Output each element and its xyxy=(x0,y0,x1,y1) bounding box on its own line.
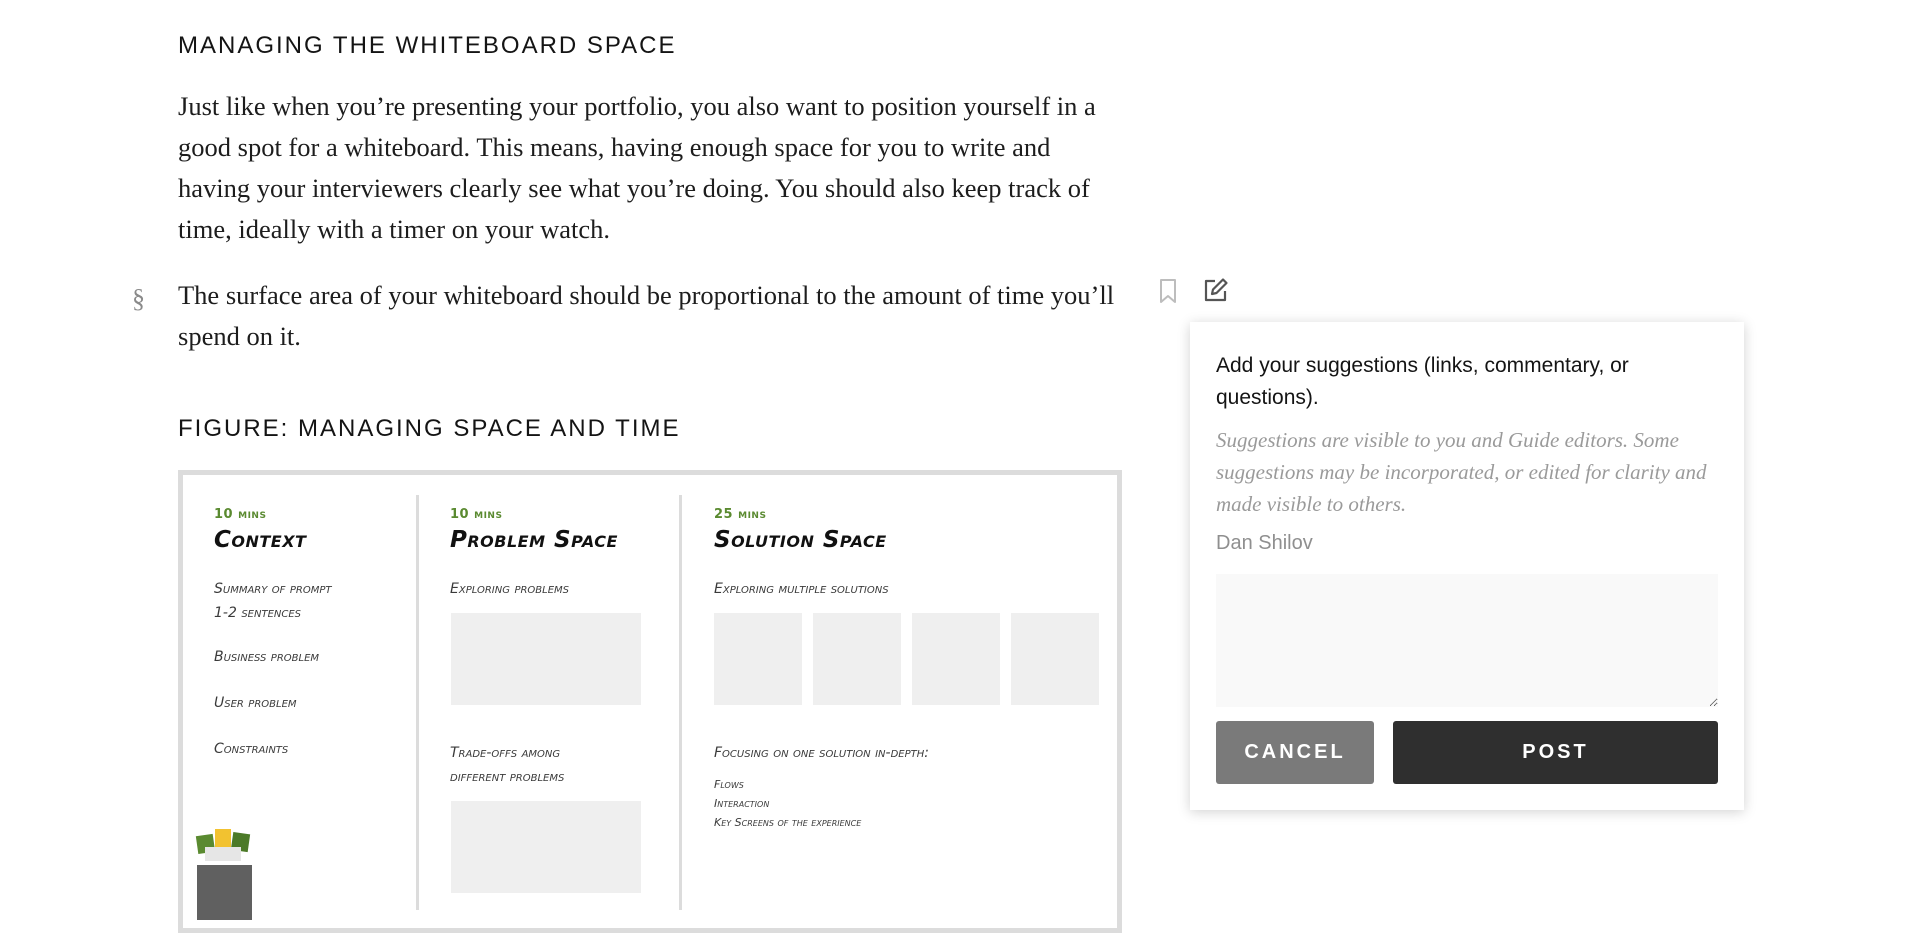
figure-note: Business problem xyxy=(214,649,320,665)
figure-title: FIGURE: MANAGING SPACE AND TIME xyxy=(178,415,681,442)
paragraph[interactable]: The surface area of your whiteboard should be proportional to the amount of time you’ll spend on it. xyxy=(178,280,1115,351)
document-stack-icon xyxy=(195,827,255,922)
column-heading: Context xyxy=(214,527,307,553)
figure-column-context xyxy=(183,475,418,928)
figure-whiteboard xyxy=(178,470,1122,933)
section-anchor-icon[interactable]: § xyxy=(132,284,145,313)
suggestion-title: Add your suggestions (links, commentary, or questions). xyxy=(1216,354,1629,409)
user-name: Dan Shilov xyxy=(1216,532,1313,554)
time-label: 10 mins xyxy=(450,507,503,522)
suggestion-panel xyxy=(1190,322,1744,810)
figure-note: Focusing on one solution in-depth: xyxy=(714,745,929,761)
bookmark-icon[interactable] xyxy=(1155,277,1181,305)
column-heading: Problem Space xyxy=(450,527,618,553)
paragraph: Just like when you’re presenting your portfolio, you also want to position yourself in a good spot for a whiteboard. This means, having enough space for you to write and having your interviewers clearly see what you’re doing. You should also keep track of time, ideally with a timer on your watch. xyxy=(178,91,1096,244)
figure-note: Exploring multiple solutions xyxy=(714,581,889,597)
column-heading: Solution Space xyxy=(714,527,887,553)
figure-note: User problem xyxy=(214,695,297,711)
figure-note: Trade-offs among different problems xyxy=(450,745,565,785)
time-label: 25 mins xyxy=(714,507,767,522)
sketch-placeholder xyxy=(451,801,641,893)
cancel-button[interactable]: CANCEL xyxy=(1216,721,1374,784)
figure-note: Exploring problems xyxy=(450,581,570,597)
post-button[interactable]: POST xyxy=(1393,721,1718,784)
sketch-placeholder xyxy=(714,613,802,705)
sketch-placeholder xyxy=(912,613,1000,705)
sketch-placeholder xyxy=(813,613,901,705)
figure-column-solution-space xyxy=(682,475,1117,928)
time-label: 10 mins xyxy=(214,507,267,522)
suggestion-input[interactable] xyxy=(1216,574,1718,707)
edit-icon[interactable] xyxy=(1202,276,1228,304)
figure-note-detail: Flows Interaction Key Screens of the experience xyxy=(714,778,862,829)
figure-column-problem-space xyxy=(419,475,681,928)
sketch-placeholder xyxy=(1011,613,1099,705)
section-title: MANAGING THE WHITEBOARD SPACE xyxy=(178,32,677,59)
figure-note: Constraints xyxy=(214,741,289,757)
sketch-placeholder xyxy=(451,613,641,705)
suggestion-note: Suggestions are visible to you and Guide editors. Some suggestions may be incorporated, or edited for clarity and made visible to others. xyxy=(1216,428,1707,516)
figure-note: Summary of prompt 1-2 sentences xyxy=(214,581,332,621)
